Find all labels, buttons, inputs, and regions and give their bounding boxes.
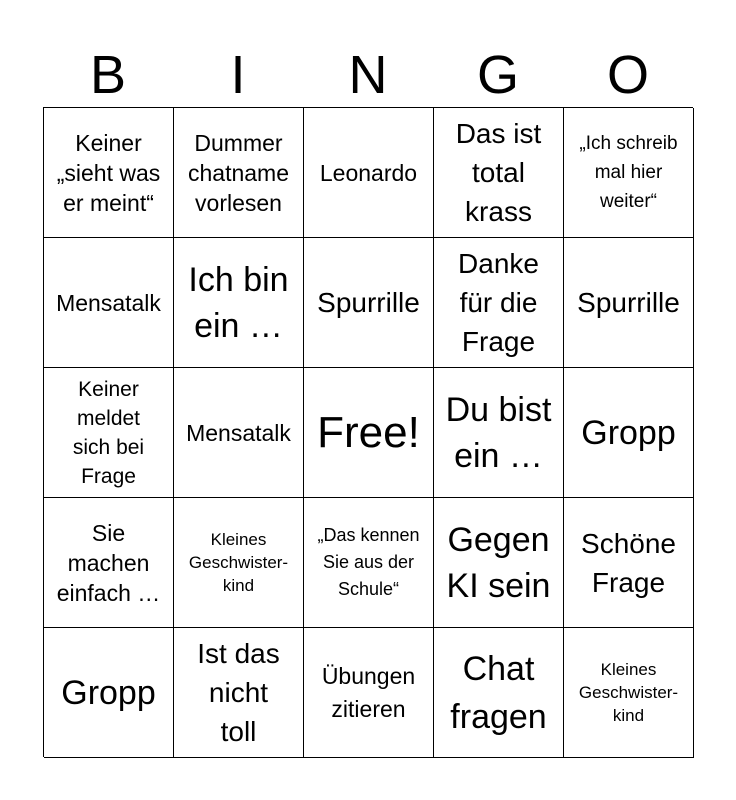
bingo-cell-r1c2[interactable] <box>174 108 304 238</box>
cell-text: Sie machen einfach … <box>56 519 161 606</box>
bingo-cell-r5c1[interactable] <box>44 628 174 758</box>
bingo-cell-r4c1[interactable] <box>44 498 174 628</box>
bingo-header <box>43 42 693 108</box>
bingo-cell-r2c4[interactable] <box>434 238 564 368</box>
bingo-cell-r2c3[interactable] <box>304 238 434 368</box>
bingo-cell-r5c3[interactable] <box>304 628 434 758</box>
bingo-cell-r4c4[interactable] <box>434 498 564 628</box>
cell-text: Leonardo <box>319 159 418 186</box>
cell-text: Ist das nicht toll <box>197 638 280 747</box>
bingo-cell-r3c5[interactable] <box>564 368 694 498</box>
bingo-cell-r1c3[interactable] <box>304 108 434 238</box>
cell-text: Dummer chatname vorlesen <box>187 129 289 216</box>
cell-text: Spurrille <box>577 287 680 318</box>
bingo-cell-r3c2[interactable] <box>174 368 304 498</box>
cell-text: Schöne Frage <box>581 527 676 598</box>
cell-text: „Das kennen Sie aus der Schule“ <box>317 525 420 599</box>
bingo-cell-r2c2[interactable] <box>174 238 304 368</box>
cell-text: Kleines Geschwister-kind <box>578 660 679 725</box>
cell-text: Du bist ein … <box>445 390 552 475</box>
header-letter-o: O <box>606 45 649 105</box>
bingo-cell-r4c2[interactable] <box>174 498 304 628</box>
bingo-cell-r2c1[interactable] <box>44 238 174 368</box>
cell-text: Gropp <box>61 673 156 712</box>
bingo-cell-r2c5[interactable] <box>564 238 694 368</box>
cell-text: Kleines Geschwister-kind <box>188 530 289 595</box>
bingo-cell-r1c5[interactable] <box>564 108 694 238</box>
bingo-cell-r4c3[interactable] <box>304 498 434 628</box>
cell-text: „Ich schreib mal hier weiter“ <box>579 133 678 212</box>
cell-text: Gropp <box>581 413 676 452</box>
header-letter-n: N <box>348 45 388 105</box>
cell-text: Chat fragen <box>450 649 547 736</box>
bingo-cell-r5c4[interactable] <box>434 628 564 758</box>
bingo-board <box>43 107 693 757</box>
header-letter-i: I <box>230 45 246 105</box>
cell-text: Danke für die Frage <box>458 248 539 357</box>
cell-text: Spurrille <box>317 287 420 318</box>
bingo-cell-r1c1[interactable] <box>44 108 174 238</box>
header-letter-g: G <box>476 45 519 105</box>
cell-text: Free! <box>317 407 420 457</box>
bingo-cell-r3c4[interactable] <box>434 368 564 498</box>
cell-text: Mensatalk <box>186 419 291 446</box>
bingo-cell-r5c5[interactable] <box>564 628 694 758</box>
bingo-cell-r1c4[interactable] <box>434 108 564 238</box>
header-letter-b: B <box>89 45 127 105</box>
bingo-cell-r4c5[interactable] <box>564 498 694 628</box>
bingo-cell-r5c2[interactable] <box>174 628 304 758</box>
cell-text: Keiner meldet sich bei Frage <box>72 377 145 488</box>
cell-text: Keiner „sieht was er meint“ <box>56 129 161 216</box>
cell-text: Übungen zitieren <box>321 662 416 722</box>
cell-text: Das ist total krass <box>455 118 542 227</box>
cell-text: Ich bin ein … <box>188 260 289 345</box>
bingo-cell-free[interactable] <box>304 368 434 498</box>
cell-text: Gegen KI sein <box>446 520 551 605</box>
bingo-cell-r3c1[interactable] <box>44 368 174 498</box>
cell-text: Mensatalk <box>56 289 161 316</box>
